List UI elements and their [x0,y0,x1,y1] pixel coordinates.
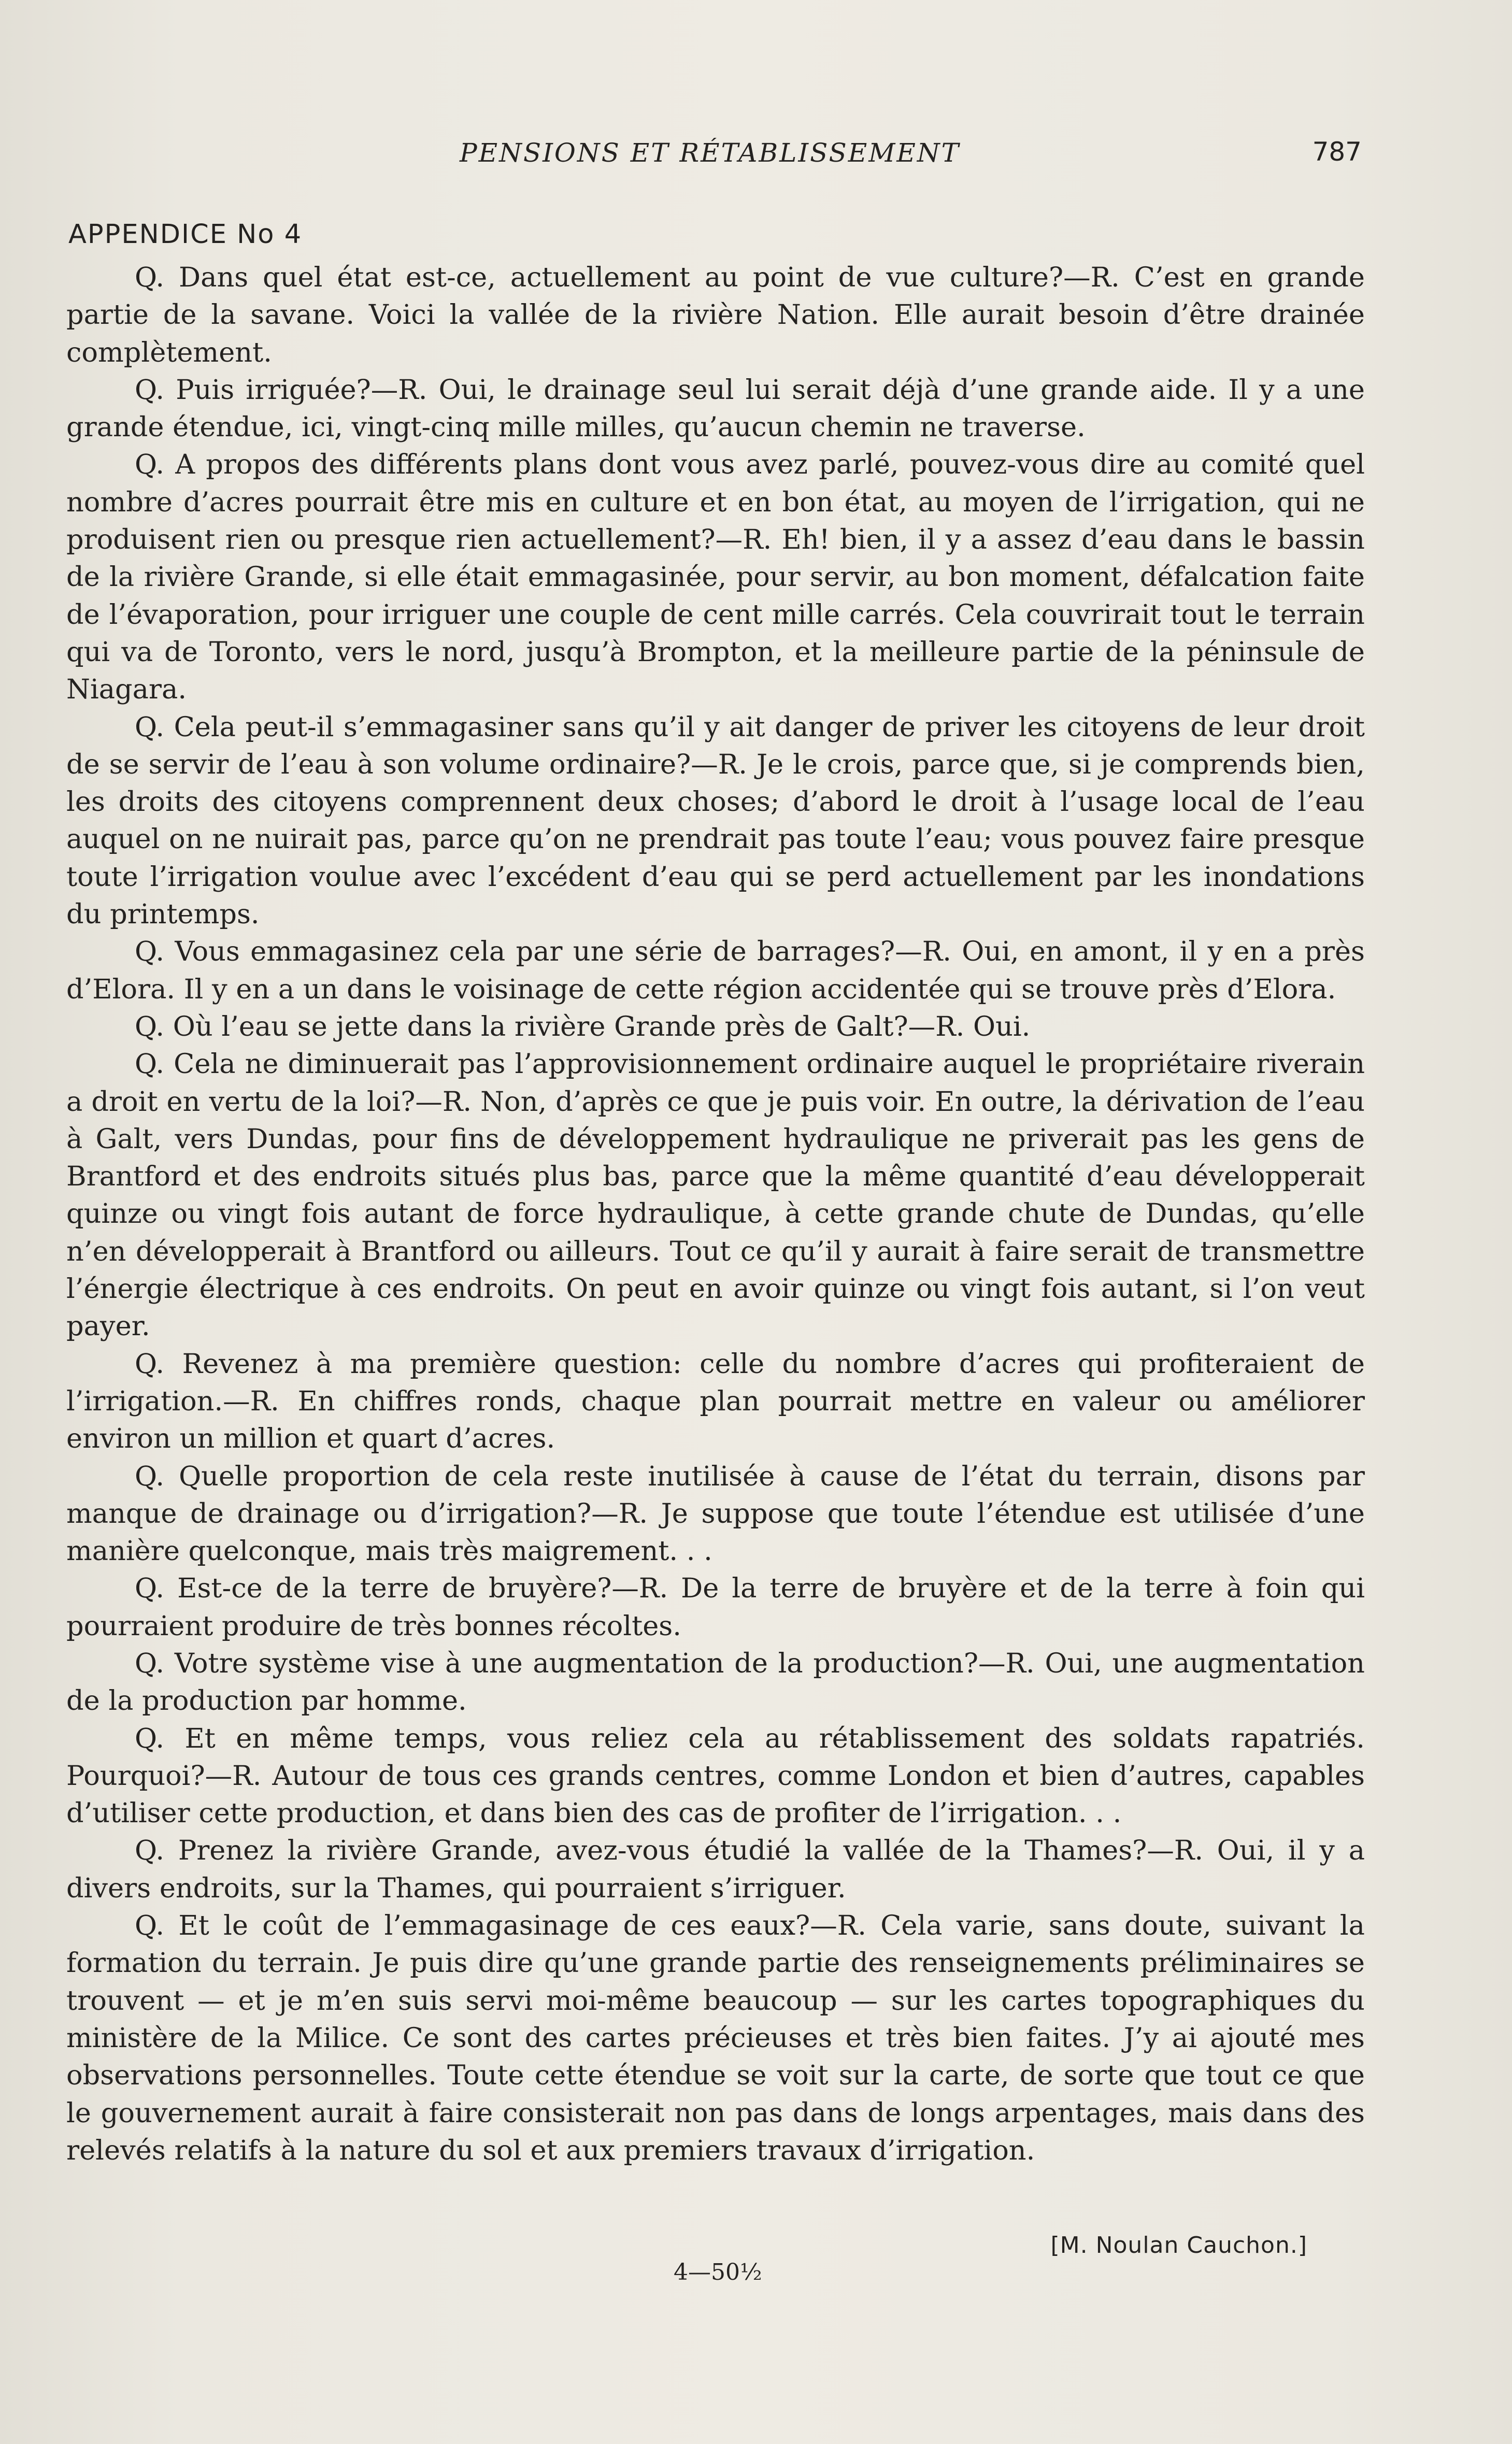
appendix-label: APPENDICE No 4 [68,219,303,250]
page-number: 787 [1312,137,1362,167]
paragraph: Q. Cela ne diminuerait pas l’approvisionnement ordinaire auquel le propriétaire riverain a droit en vertu de la loi?—R. Non, d’après ce que je puis voir. En outre, la dérivation de l’eau à Galt, vers Dundas, pour fins de développement hydraulique ne priverait pas les gens de Brantford et des endroits situés plus bas, parce que la même quantité d’eau développerait quinze ou vingt fois autant de force hydraulique, à cette grande chute de Dundas, qu’elle n’en développerait à Brantford ou ailleurs. Tout ce qu’il y aurait à faire serait de transmettre l’énergie électrique à ces endroits. On peut en avoir quinze ou vingt fois autant, si l’on veut payer. [66,1048,1365,1342]
paragraph: Q. Et le coût de l’emmagasinage de ces eaux?—R. Cela varie, sans doute, suivant la formation du terrain. Je puis dire qu’une grande partie des renseignements préliminaires se trouvent — et je m’en suis servi moi-même beaucoup — sur les cartes topographiques du ministère de la Milice. Ce sont des cartes précieuses et très bien faites. J’y ai ajouté mes observations personnelles. Toute cette étendue se voit sur la carte, de sorte que tout ce que le gouvernement aurait à faire consisterait non pas dans de longs arpentages, mais dans des relevés relatifs à la nature du sol et aux premiers travaux d’irrigation. [66,1910,1365,2166]
paragraph: Q. Cela peut-il s’emmagasiner sans qu’il y ait danger de priver les citoyens de leur droit de se servir de l’eau à son volume ordinaire?—R. Je le crois, parce que, si je comprends bien, les droits des citoyens comprennent deux choses; d’abord le droit à l’usage local de l’eau auquel on ne nuirait pas, parce qu’on ne prendrait pas toute l’eau; vous pouvez faire presque toute l’irrigation voulue avec l’excédent d’eau qui se perd actuellement par les inondations du printemps. [66,711,1365,931]
paragraph: Q. Est-ce de la terre de bruyère?—R. De la terre de bruyère et de la terre à foin qui pourraient produire de très bonnes récoltes. [66,1573,1365,1642]
paragraph: Q. Quelle proportion de cela reste inutilisée à cause de l’état du terrain, disons par manque de drainage ou d’irrigation?—R. Je suppose que toute l’étendue est utilisée d’une manière quelconque, mais très maigrement. . . [66,1460,1365,1567]
signature-mark: 4—50½ [674,2259,762,2285]
paragraph: Q. Revenez à ma première question: celle du nombre d’acres qui profiteraient de l’irrigation.—R. En chiffres ronds, chaque plan pourrait mettre en valeur ou améliorer environ un million et quart d’acres. [66,1348,1365,1455]
paragraph: Q. Dans quel état est-ce, actuellement au point de vue culture?—R. C’est en grande partie de la savane. Voici la vallée de la rivière Nation. Elle aurait besoin d’être drainée complètement. [66,262,1365,368]
paragraph: Q. Où l’eau se jette dans la rivière Grande près de Galt?—R. Oui. [135,1010,1031,1042]
body-text [66,259,1365,2169]
paragraph: Q. A propos des différents plans dont vous avez parlé, pouvez-vous dire au comité quel nombre d’acres pourrait être mis en culture et en bon état, au moyen de l’irrigation, qui ne produisent rien ou presque rien actuellement?—R. Eh! bien, il y a assez d’eau dans le bassin de la rivière Grande, si elle était emmagasinée, pour servir, au bon moment, défalcation faite de l’évaporation, pour irriguer une couple de cent mille carrés. Cela couvrirait tout le terrain qui va de Toronto, vers le nord, jusqu’à Brompton, et la meilleure partie de la péninsule de Niagara. [66,449,1365,706]
running-header-title: PENSIONS ET RÉTABLISSEMENT [459,138,960,168]
paragraph: Q. Vous emmagasinez cela par une série de barrages?—R. Oui, en amont, il y en a près d’Elora. Il y en a un dans le voisinage de cette région accidentée qui se trouve près d’Elora. [66,936,1365,1005]
paragraph: Q. Votre système vise à une augmentation de la production?—R. Oui, une augmentation de la production par homme. [66,1647,1365,1717]
speaker-signature: [M. Noulan Cauchon.] [1050,2232,1307,2259]
paragraph: Q. Et en même temps, vous reliez cela au rétablissement des soldats rapatriés. Pourquoi?—R. Autour de tous ces grands centres, comme London et bien d’autres, capables d’utiliser cette production, et dans bien des cas de profiter de l’irrigation. . . [66,1722,1365,1830]
paragraph: Q. Prenez la rivière Grande, avez-vous étudié la vallée de la Thames?—R. Oui, il y a divers endroits, sur la Thames, qui pourraient s’irriguer. [66,1835,1365,1904]
paragraph: Q. Puis irriguée?—R. Oui, le drainage seul lui serait déjà d’une grande aide. Il y a une grande étendue, ici, vingt-cinq mille milles, qu’aucun chemin ne traverse. [66,374,1365,444]
